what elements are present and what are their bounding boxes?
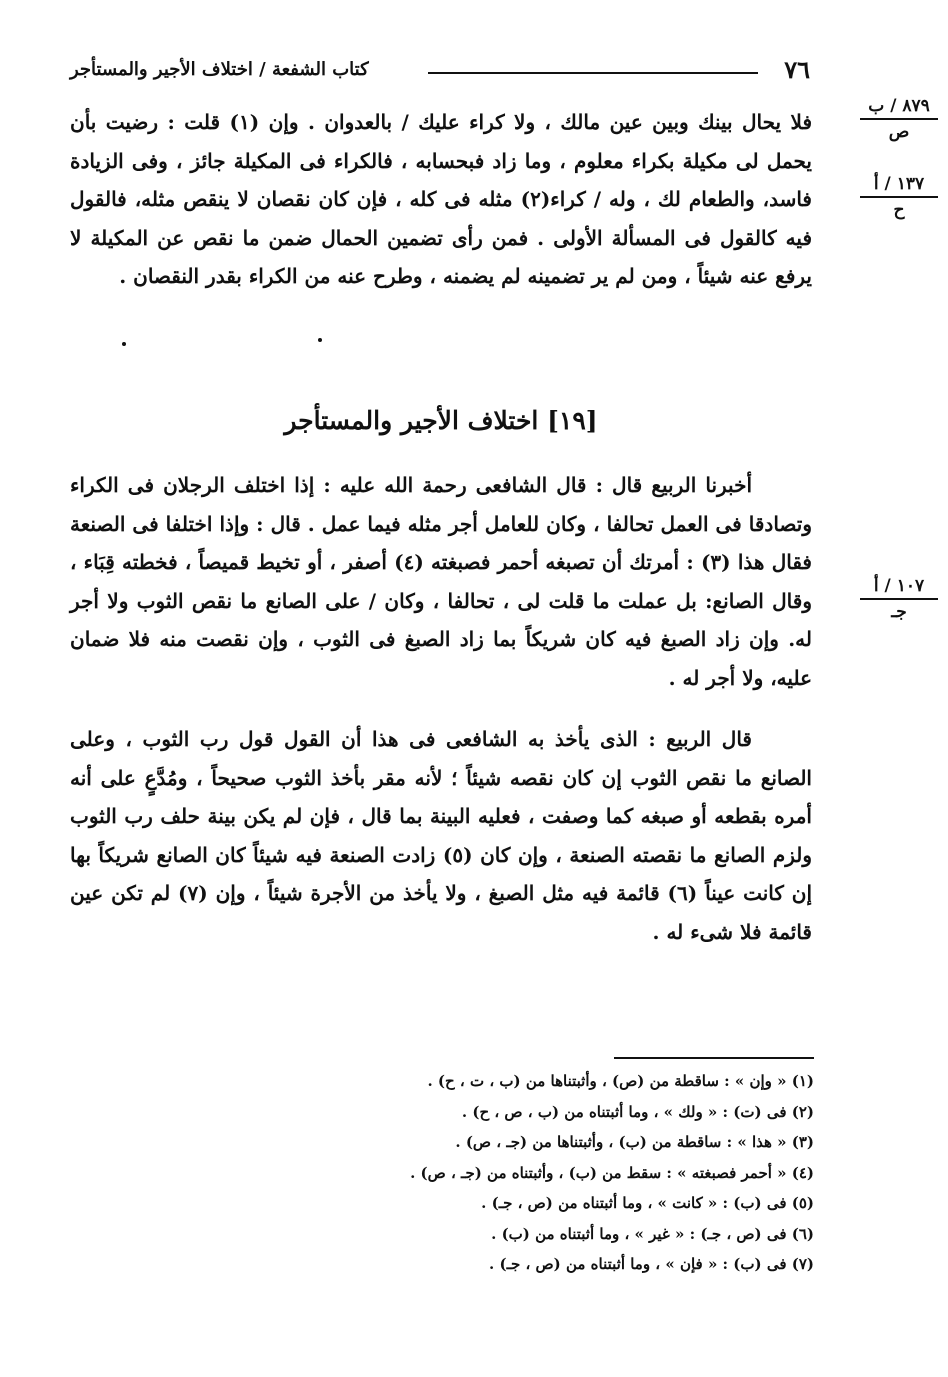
header-rule (428, 72, 758, 74)
margin-note-3 (860, 576, 938, 623)
margin-note-manuscript: ص (860, 118, 938, 142)
margin-note-ref: ٨٧٩ / ب (868, 96, 930, 116)
margin-note-ref: ١٣٧ / أ (873, 174, 925, 194)
page-header (70, 55, 810, 89)
paragraph-1: فلا يحال بينك وبين عين مالك ، ولا كراء عليك / بالعدوان . وإن (١) قلت : رضيت بأن يحمل لى مكيلة بكراء معلوم ، وما زاد فبحسابه ، فالكراء فى المكيلة جائز ، وفى الزيادة فاسد، والطعام لك ، وله / كراء(٢) مثله فى كله ، فإن كان نقصان لا ينقص مثله، فالقول فيه كالقول فى المسألة الأولى . فمن رأى تضمين الحمال ضمن ما نقص عن المكيلة لا يرفع عنه شيئاً ، ومن لم ير تضمينه لم يضمنه ، وطرح عنه من الكراء بقدر النقصان . (70, 110, 813, 288)
footnote-3: (٣) « هذا » : ساقطة من (ب) ، وأثبتناها من (جـ ، ص) . (455, 1133, 814, 1151)
running-title: كتاب الشفعة / اختلاف الأجير والمستأجر (70, 59, 369, 80)
stray-dot (122, 342, 126, 346)
margin-notes (860, 96, 938, 716)
margin-note-1 (860, 96, 938, 143)
footnote-rule (614, 1057, 814, 1059)
footnote-1: (١) « وإن » : ساقطة من (ص) ، وأثبتناها من (ب ، ت ، ح) . (427, 1072, 814, 1090)
paragraph-3: قال الربيع : الذى يأخذ به الشافعى فى هذا أن القول قول رب الثوب ، وعلى الصانع ما نقص الثوب إن كان نقصه شيئاً ؛ لأنه مقر بأخذ الثوب صحيحاً ، ومُدَّعٍ على أنه أمره بقطعه أو صبغه كما وصفت ، فعليه البينة بما قال ، فإن لم يكن بينة حلف رب الثوب ولزم الصانع ما نقصته الصنعة ، وإن كان (٥) زادت الصنعة فيه شيئاً كان الصانع شريكاً بها إن كانت عيناً (٦) قائمة فيه مثل الصبغ ، ولا يأخذ من الأجرة شيئاً ، وإن (٧) لم تكن عين قائمة فلا شىء له . (70, 727, 813, 944)
margin-note-ref: ١٠٧ / أ (873, 576, 925, 596)
margin-note-2 (860, 174, 938, 221)
section-heading: [١٩] اختلاف الأجير والمستأجر (284, 406, 598, 435)
footnote-6: (٦) فى (ص ، جـ) : « غير » ، وما أثبتناه من (ب) . (491, 1224, 814, 1243)
footnote-5: (٥) فى (ب) : « كانت » ، وما أثبتناه من (ص ، جـ) . (481, 1194, 814, 1212)
margin-note-manuscript: جـ (860, 598, 938, 622)
stray-dot (318, 338, 322, 342)
paragraph-2: أخبرنا الربيع قال : قال الشافعى رحمة الله عليه : إذا اختلف الرجلان فى الكراء وتصادقا فى العمل تحالفا ، وكان للعامل أجر مثله فيما عمل . قال : وإذا اختلفا فى الصنعة فقال هذا (٣) : أمرتك أن تصبغه أحمر فصبغته (٤) أصفر ، أو تخيط قميصاً ، فخطته قِبَاء ، وقال الصانع: بل عملت ما قلت لى ، تحالفا ، وكان / على الصانع ما نقص الثوب ولا أجر له. وإن زاد الصبغ فيه كان شريكاً بما زاد الصبغ فى الثوب ، وإن نقصت منه فلا ضمان عليه، ولا أجر له . (70, 473, 812, 690)
footnotes-list (114, 1066, 814, 1280)
footnote-4: (٤) « أحمر فصبغته » : سقط من (ب) ، وأثبتناه من (جـ ، ص) . (410, 1163, 814, 1182)
page-number: ٧٦ (784, 55, 810, 84)
footnote-7: (٧) فى (ب) : « فإن » ، وما أثبتناه من (ص ، جـ) . (489, 1255, 814, 1273)
footnote-2: (٢) فى (ت) : « ولك » ، وما أثبتناه من (ب ، ص ، ح) . (461, 1102, 814, 1121)
margin-note-manuscript: ح (860, 196, 938, 220)
